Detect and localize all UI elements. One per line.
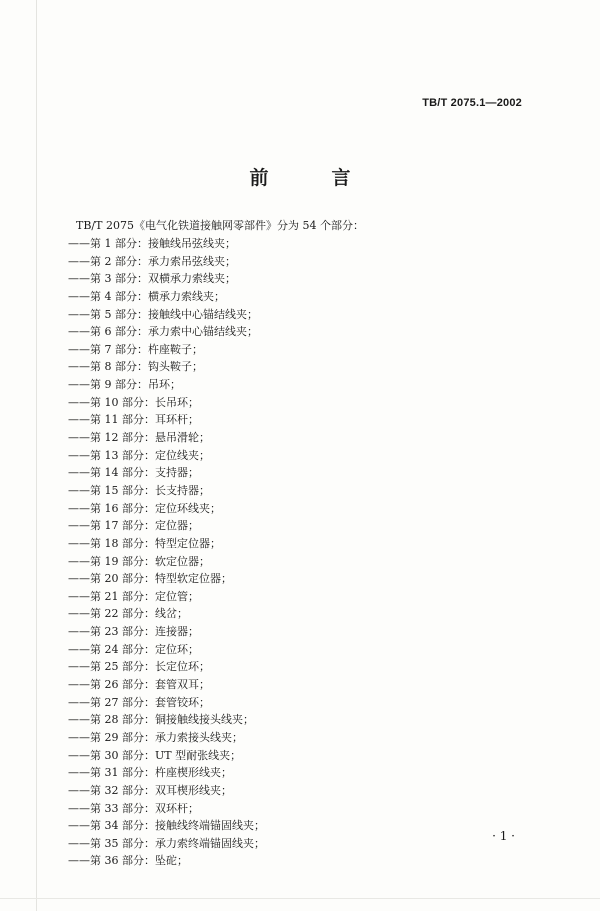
list-item: ——第 8 部分：钩头鞍子； — [68, 360, 203, 374]
list-item: ——第 22 部分：线岔； — [68, 607, 188, 621]
list-item: ——第 33 部分：双环杆； — [68, 801, 199, 815]
page-title: 前 言 — [249, 167, 373, 189]
list-item: ——第 5 部分：接触线中心锚结线夹； — [68, 307, 258, 321]
list-item: ——第 32 部分：双耳楔形线夹； — [68, 783, 232, 797]
page-number: · 1 · — [492, 829, 515, 843]
list-item: ——第 16 部分：定位环线夹； — [68, 501, 221, 515]
list-item: ——第 34 部分：接触线终端锚固线夹； — [68, 819, 265, 833]
list-item: ——第 9 部分：吊环； — [68, 378, 181, 392]
list-item: ——第 2 部分：承力索吊弦线夹； — [68, 254, 236, 268]
list-item: ——第 20 部分：特型软定位器； — [68, 572, 232, 586]
list-item: ——第 28 部分：铜接触线接头线夹； — [68, 713, 254, 727]
list-item: ——第 11 部分：耳环杆； — [68, 413, 199, 427]
standard-code: TB/T 2075.1—2002 — [422, 97, 522, 109]
list-item: ——第 31 部分：杵座楔形线夹； — [68, 766, 232, 780]
scan-bottom-line — [0, 898, 600, 899]
list-item: ——第 18 部分：特型定位器； — [68, 536, 221, 550]
list-item: ——第 7 部分：杵座鞍子； — [68, 342, 203, 356]
list-item: ——第 14 部分：支持器； — [68, 466, 199, 480]
list-item: ——第 1 部分：接触线吊弦线夹； — [68, 237, 236, 250]
list-item: ——第 36 部分：坠砣； — [68, 854, 188, 868]
list-item: ——第 21 部分：定位管； — [68, 589, 199, 603]
list-item: ——第 23 部分：连接器； — [68, 625, 199, 639]
list-item: ——第 6 部分：承力索中心锚结线夹； — [68, 325, 258, 339]
list-item: ——第 10 部分：长吊环； — [68, 395, 199, 409]
list-item: ——第 27 部分：套管铰环； — [68, 695, 210, 709]
list-item: ——第 29 部分：承力索接头线夹； — [68, 730, 243, 744]
list-item: ——第 19 部分：软定位器； — [68, 554, 210, 568]
list-item: ——第 12 部分：悬吊滑轮； — [68, 431, 210, 445]
list-item: ——第 24 部分：定位环； — [68, 642, 199, 656]
list-item: ——第 13 部分：定位线夹； — [68, 448, 210, 462]
scan-edge-line — [36, 0, 37, 911]
list-item: ——第 3 部分：双横承力索线夹； — [68, 272, 236, 286]
parts-list — [68, 235, 265, 870]
list-item: ——第 30 部分：UT 型耐张线夹； — [68, 748, 242, 762]
list-item: ——第 35 部分：承力索终端锚固线夹； — [68, 836, 265, 850]
list-item: ——第 26 部分：套管双耳； — [68, 678, 210, 692]
list-item: ——第 4 部分：横承力索线夹； — [68, 289, 225, 303]
intro-paragraph: TB/T 2075《电气化铁道接触网零部件》分为 54 个部分： — [76, 219, 364, 232]
list-item: ——第 25 部分：长定位环； — [68, 660, 210, 674]
list-item: ——第 15 部分：长支持器； — [68, 483, 210, 497]
list-item: ——第 17 部分：定位器； — [68, 519, 199, 533]
